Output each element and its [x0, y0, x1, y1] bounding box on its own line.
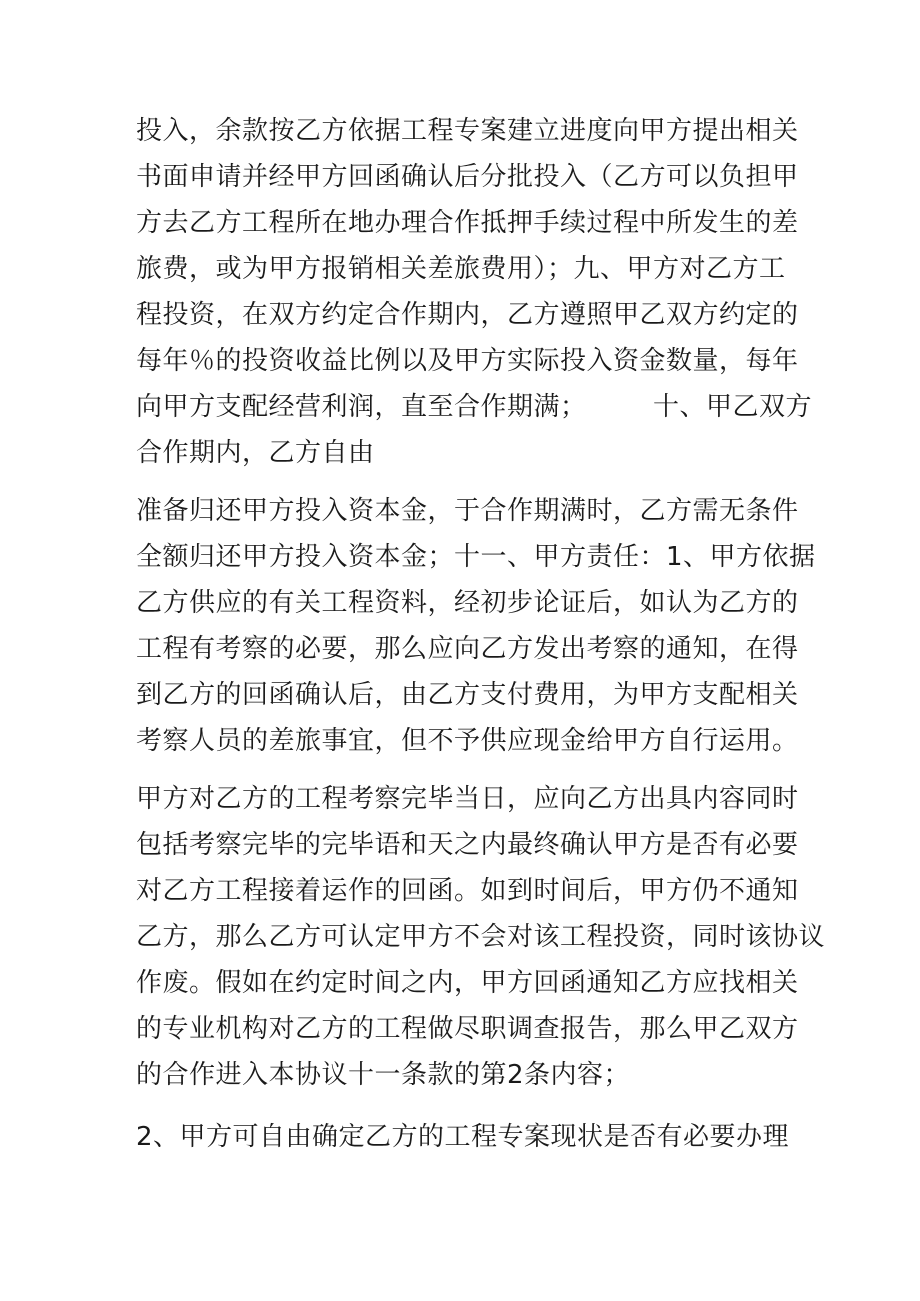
paragraph-spacer	[136, 1098, 796, 1114]
document-body	[136, 108, 826, 1160]
text-line: 书面申请并经甲方回函确认后分批投入（乙方可以负担甲	[136, 162, 799, 192]
text-line: 方去乙方工程所在地办理合作抵押手续过程中所发生的差	[136, 208, 799, 238]
text-line: 准备归还甲方投入资本金，于合作期满时，乙方需无条件	[136, 496, 799, 526]
text-line: 乙方供应的有关工程资料，经初步论证后，如认为乙方的	[136, 588, 799, 618]
text-line: 的合作进入本协议十一条款的第2条内容；	[136, 1060, 631, 1090]
text-line: 到乙方的回函确认后，由乙方支付费用，为甲方支配相关	[136, 680, 799, 710]
text-line: 包括考察完毕的完毕语和天之内最终确认甲方是否有必要	[136, 830, 799, 860]
text-line: 旅费，或为甲方报销相关差旅费用）；九、甲方对乙方工	[136, 254, 786, 284]
text-line: 向甲方支配经营利润，直至合作期满； 十、甲乙双方	[136, 392, 813, 422]
text-line: 甲方对乙方的工程考察完毕当日，应向乙方出具内容同时	[136, 784, 799, 814]
text-line: 合作期内，乙方自由	[136, 438, 375, 468]
text-line: 乙方，那么乙方可认定甲方不会对该工程投资，同时该协议	[136, 922, 826, 952]
paragraph-spacer	[136, 476, 796, 488]
text-line: 考察人员的差旅事宜，但不予供应现金给甲方自行运用。	[136, 726, 799, 756]
paragraph-spacer	[136, 764, 796, 776]
text-line: 对乙方工程接着运作的回函。如到时间后，甲方仍不通知	[136, 876, 799, 906]
text-line: 的专业机构对乙方的工程做尽职调查报告，那么甲乙双方	[136, 1014, 799, 1044]
text-line: 每年％的投资收益比例以及甲方实际投入资金数量，每年	[136, 346, 799, 376]
text-line: 程投资，在双方约定合作期内，乙方遵照甲乙双方约定的	[136, 300, 799, 330]
text-line: 工程有考察的必要，那么应向乙方发出考察的通知，在得	[136, 634, 799, 664]
text-line: 全额归还甲方投入资本金；十一、甲方责任：1、甲方依据	[136, 542, 816, 572]
text-line: 2、甲方可自由确定乙方的工程专案现状是否有必要办理	[136, 1122, 790, 1152]
text-line: 投入，余款按乙方依据工程专案建立进度向甲方提出相关	[136, 116, 799, 146]
text-line: 作废。假如在约定时间之内，甲方回函通知乙方应找相关	[136, 968, 799, 998]
